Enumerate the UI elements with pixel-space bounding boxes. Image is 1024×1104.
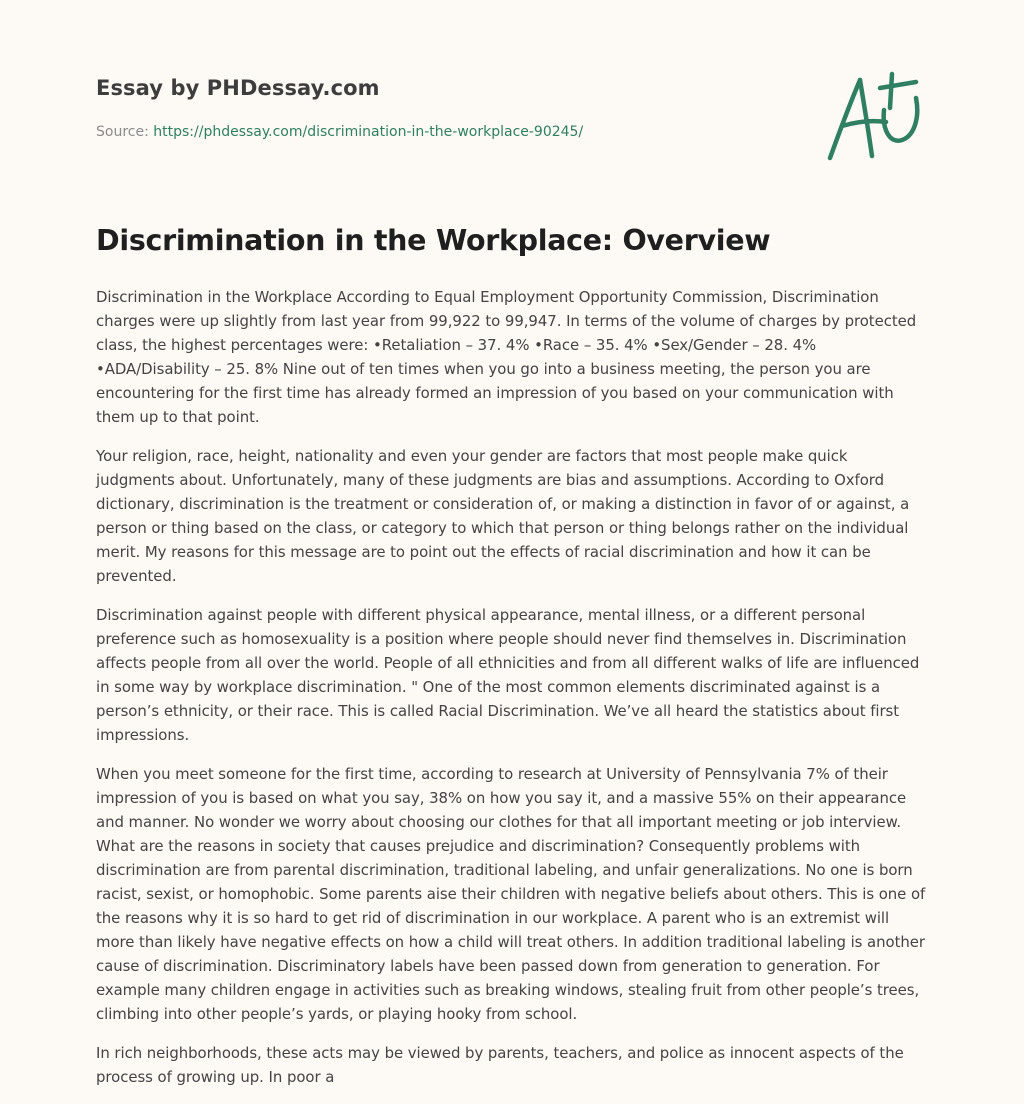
page-title: Discrimination in the Workplace: Overview [96,224,771,257]
paragraph: When you meet someone for the first time, according to research at University of Pennsylvania 7% of their impression of you is based on what you say, 38% on how you say it, and a massive 55% on their appearance and manner. No wonder we worry about choosing our clothes for that all important meeting or job interview. What are the reasons in society that causes prejudice and discrimination? Consequently problems with discrimination are from parental discrimination, traditional labeling, and unfair generalizations. No one is born racist, sexist, or homophobic. Some parents aise their children with negative beliefs about others. This is one of the reasons why it is so hard to get rid of discrimination in our workplace. A parent who is an extremist will more than likely have negative effects on how a child will treat others. In addition traditional labeling is another cause of discrimination. Discriminatory labels have been passed down from generation to generation. For example many children engage in activities such as breaking windows, stealing fruit from other people’s trees, climbing into other people’s yards, or playing hooky from school. [96,765,926,1023]
a-plus-icon [826,68,926,164]
essay-body [96,285,930,1104]
site-brand: Essay by PHDessay.com [96,76,380,100]
paragraph: Discrimination against people with different physical appearance, mental illness, or a different personal preference such as homosexuality is a position where people should never find themselves in. Discrimination affects people from all over the world. People of all ethnicities and from all different walks of life are influenced in some way by workplace discrimination. " One of the most common elements discriminated against is a person’s ethnicity, or their race. This is called Racial Discrimination. We’ve all heard the statistics about first impressions. [96,606,920,744]
paragraph: In rich neighborhoods, these acts may be viewed by parents, teachers, and police as innocent aspects of the process of growing up. In poor a [96,1044,904,1086]
paragraph: Your religion, race, height, nationality and even your gender are factors that most people make quick judgments about. Unfortunately, many of these judgments are bias and assumptions. According to Oxford dictionary, discrimination is the treatment or consideration of, or making a distinction in favor of or against, a person or thing based on the class, or category to which that person or thing belongs rather on the individual merit. My reasons for this message are to point out the effects of racial discrimination and how it can be prevented. [96,447,910,585]
source-label: Source: [96,124,154,140]
paragraph: Discrimination in the Workplace According to Equal Employment Opportunity Commission, Discrimination charges were up slightly from last year from 99,922 to 99,947. In terms of the volume of charges by protected class, the highest percentages were: •Retaliation – 37. 4% •Race – 35. 4% •Sex/Gender – 28. 4% •ADA/Disability – 25. 8% Nine out of ten times when you go into a business meeting, the person you are encountering for the first time has already formed an impression of you based on your communication with them up to that point. [96,288,917,426]
source-link[interactable]: https://phdessay.com/discrimination-in-the-workplace-90245/ [153,124,584,140]
source-line [96,124,583,140]
